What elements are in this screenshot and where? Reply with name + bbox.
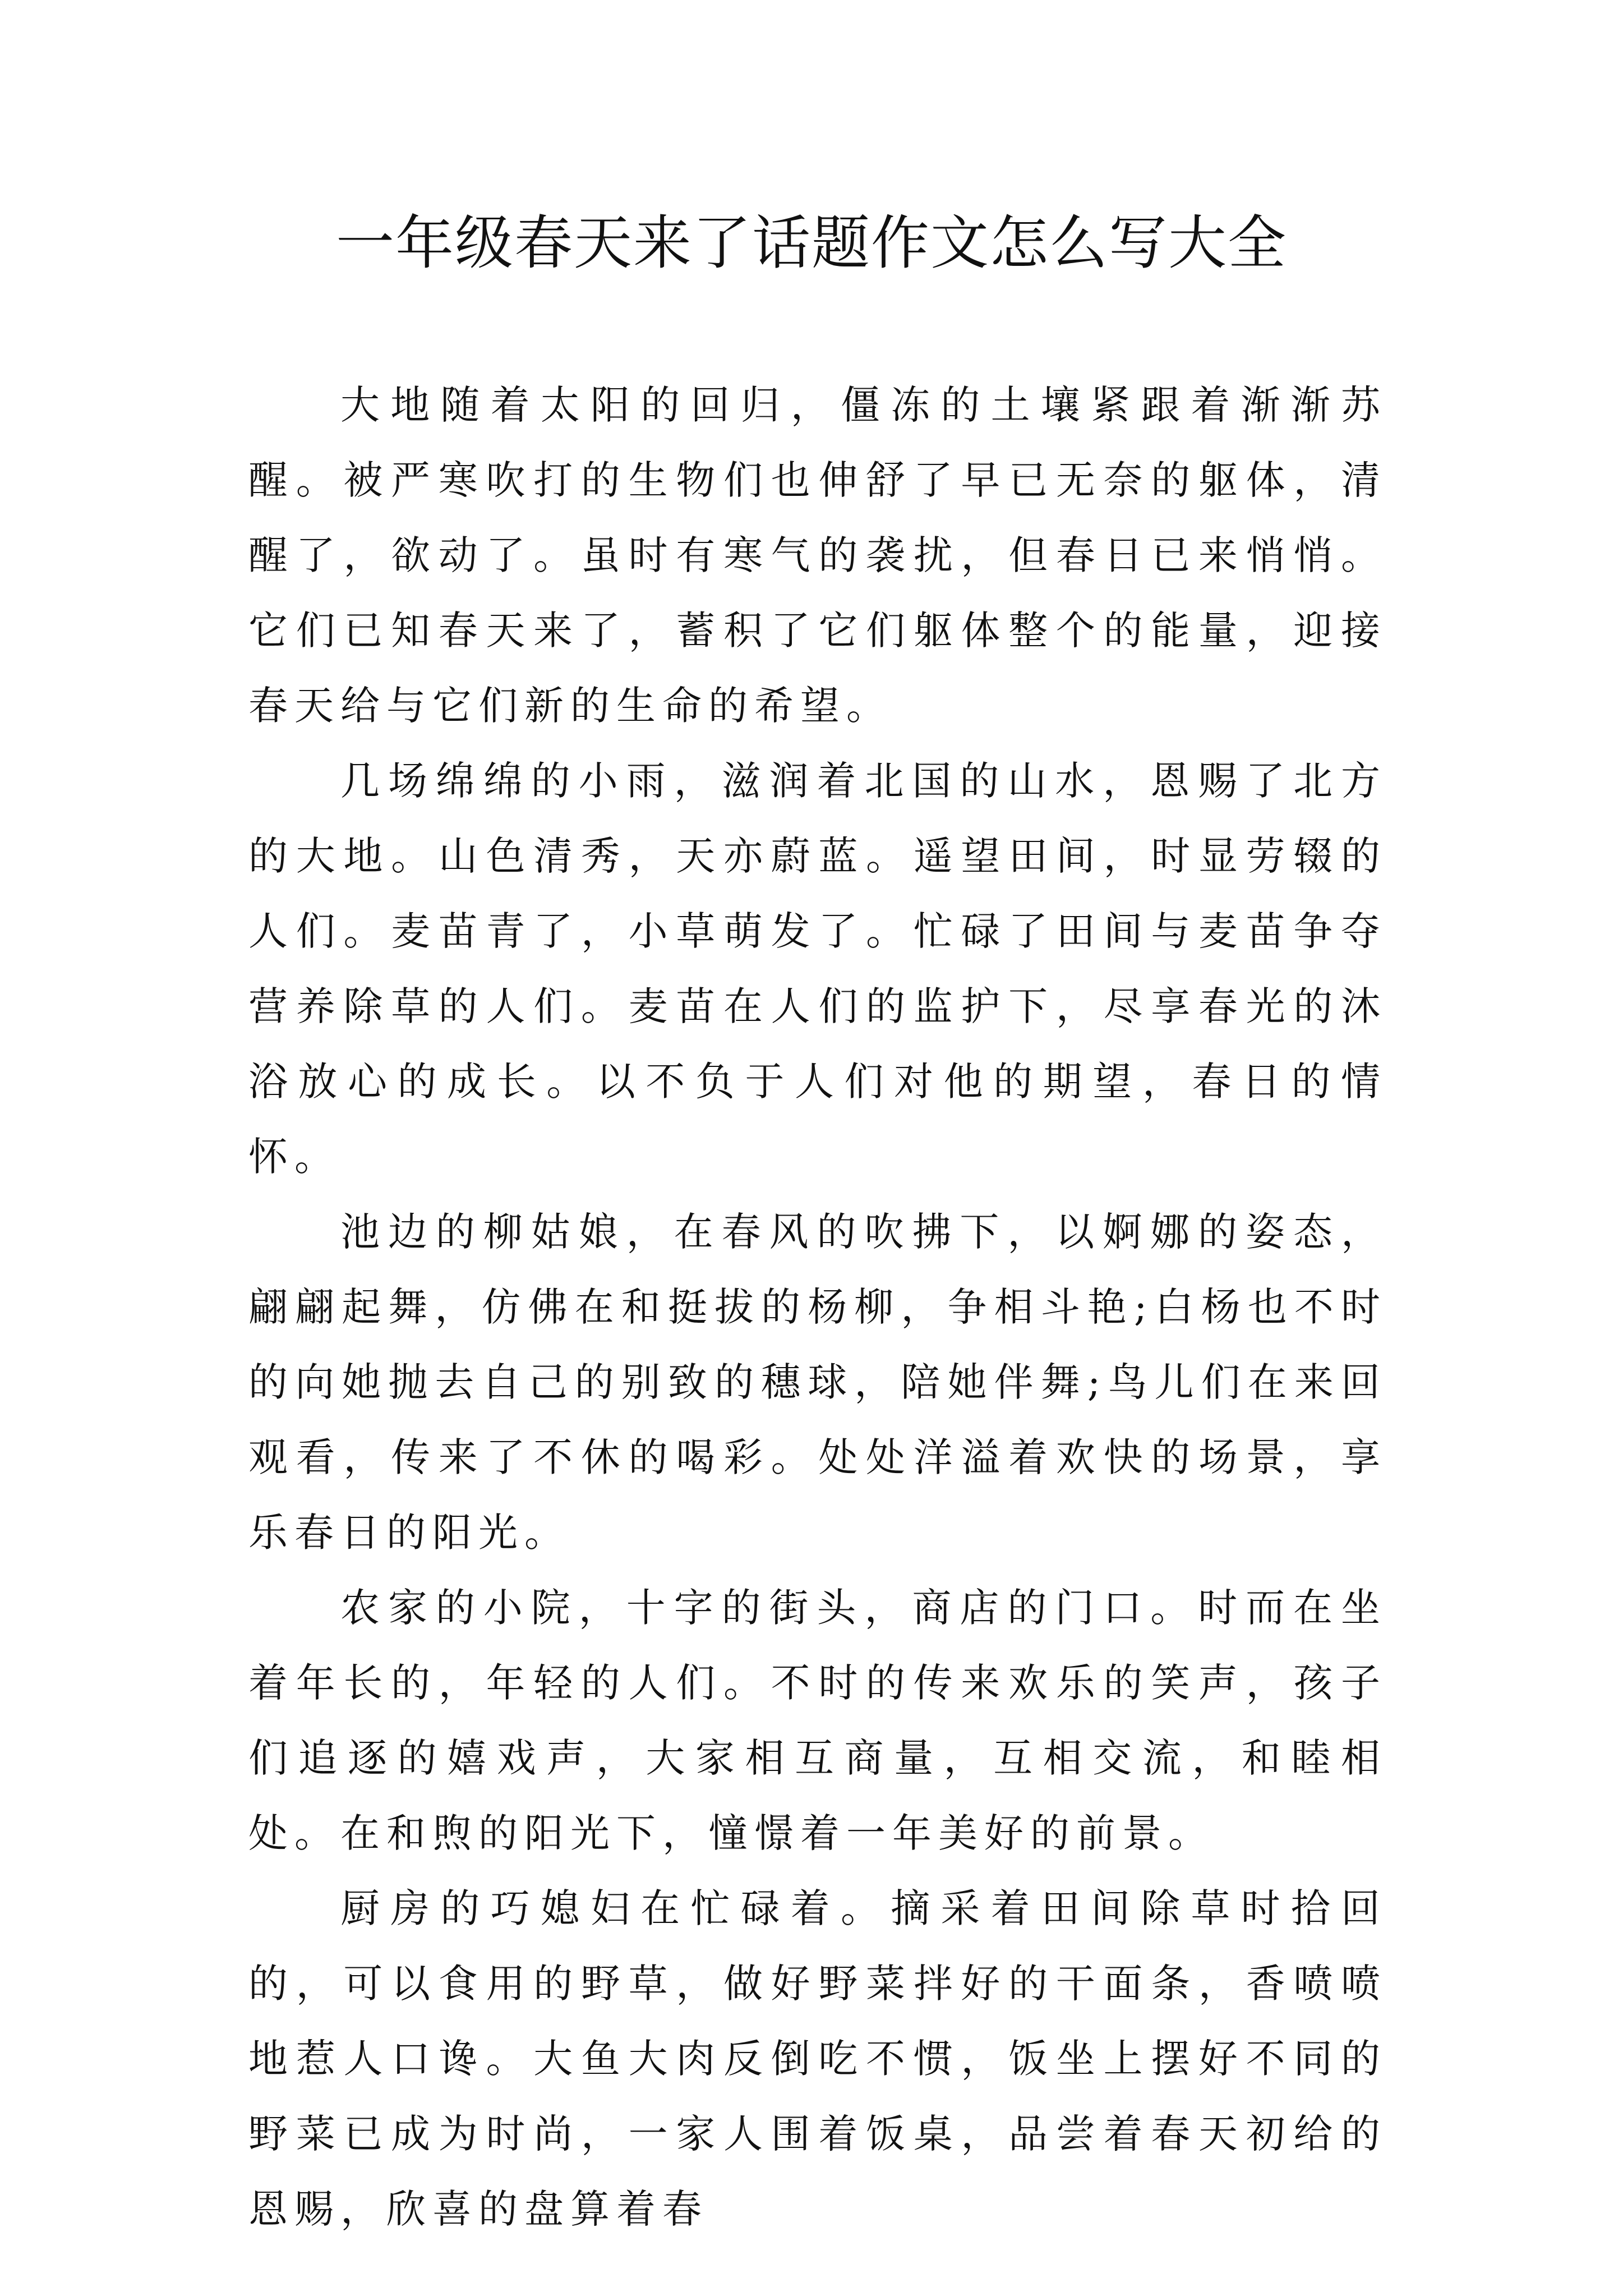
paragraph-3: 池边的柳姑娘，在春风的吹拂下，以婀娜的姿态，翩翩起舞，仿佛在和挺拔的杨柳，争相斗艳;白杨也不时的向她抛去自己的别致的穗球，陪她伴舞;鸟儿们在来回观看，传来了不休的喝彩。处处洋溢着欢快的场景，享乐春日的阳光。: [248, 1209, 1387, 1556]
paragraph-5: 厨房的巧媳妇在忙碌着。摘采着田间除草时拾回的，可以食用的野草，做好野菜拌好的干面条，香喷喷地惹人口谗。大鱼大肉反倒吃不惯，饭坐上摆好不同的野菜已成为时尚，一家人围着饭桌，品尝着春天初给的恩赐，欣喜的盘算着春: [248, 1885, 1387, 2232]
paragraph-2: 几场绵绵的小雨，滋润着北国的山水，恩赐了北方的大地。山色清秀，天亦蔚蓝。遥望田间，时显劳辍的人们。麦苗青了，小草萌发了。忙碌了田间与麦苗争夺营养除草的人们。麦苗在人们的监护下，尽享春光的沐浴放心的成长。以不负于人们对他的期望，春日的情怀。: [248, 758, 1387, 1180]
paragraph-4: 农家的小院，十字的街头，商店的门口。时而在坐着年长的，年轻的人们。不时的传来欢乐的笑声，孩子们追逐的嬉戏声，大家相互商量，互相交流，和睦相处。在和煦的阳光下，憧憬着一年美好的前景。: [248, 1585, 1387, 1856]
paragraph-1: 大地随着太阳的回归，僵冻的土壤紧跟着渐渐苏醒。被严寒吹打的生物们也伸舒了早已无奈的躯体，清醒了，欲动了。虽时有寒气的袭扰，但春日已来悄悄。它们已知春天来了，蓄积了它们躯体整个的能量，迎接春天给与它们新的生命的希望。: [248, 382, 1387, 729]
document-body: [248, 367, 1387, 2247]
document-title: 一年级春天来了话题作文怎么写大全: [335, 209, 1287, 277]
